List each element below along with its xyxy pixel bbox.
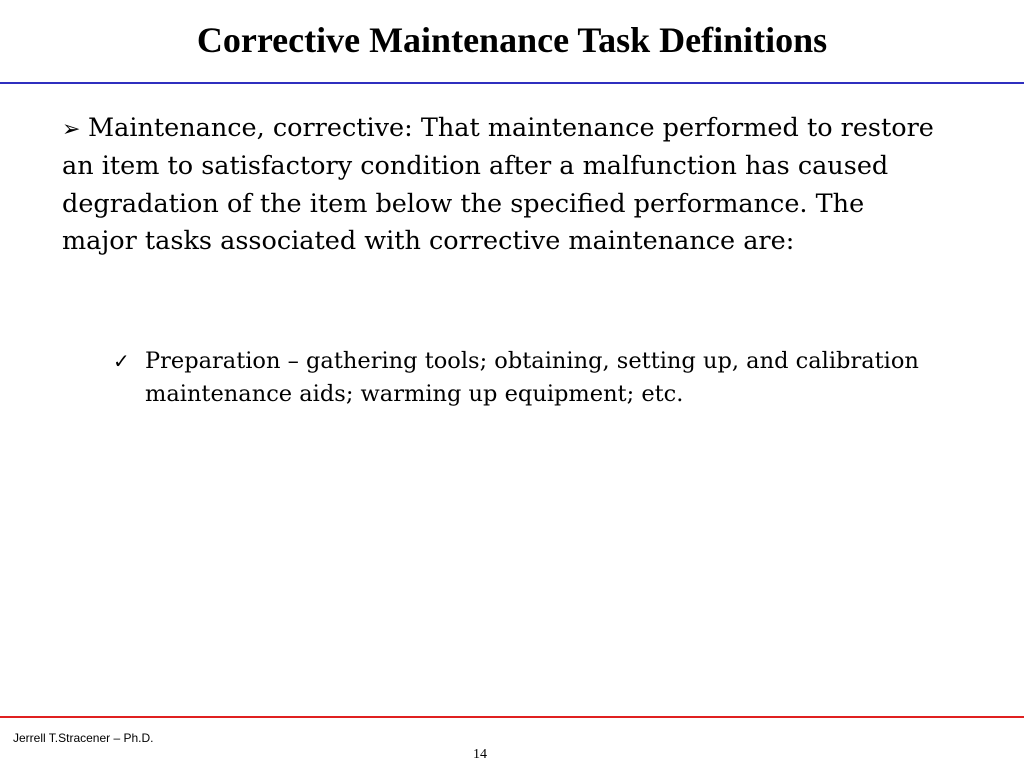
sub-bullet-text: Preparation – gathering tools; obtaining, setting up, and calibration maintenance aids; warming up equipment; etc.: [145, 348, 919, 407]
main-bullet: [62, 110, 942, 260]
footer-author: Jerrell T.Stracener – Ph.D.: [13, 731, 154, 745]
sub-bullet: [113, 345, 953, 411]
footer-divider: [0, 716, 1024, 718]
title-divider: [0, 82, 1024, 84]
page-number: 14: [473, 747, 487, 762]
checkmark-icon: ✓: [113, 349, 130, 373]
arrow-bullet-icon: ➢: [62, 117, 81, 142]
main-bullet-text: Maintenance, corrective: That maintenance performed to restore an item to satisfactory condition after a malfunction has caused degradation of the item below the specified performance. The major tasks associated with corrective maintenance are:: [62, 113, 934, 256]
slide-title: Corrective Maintenance Task Definitions: [196, 20, 828, 60]
